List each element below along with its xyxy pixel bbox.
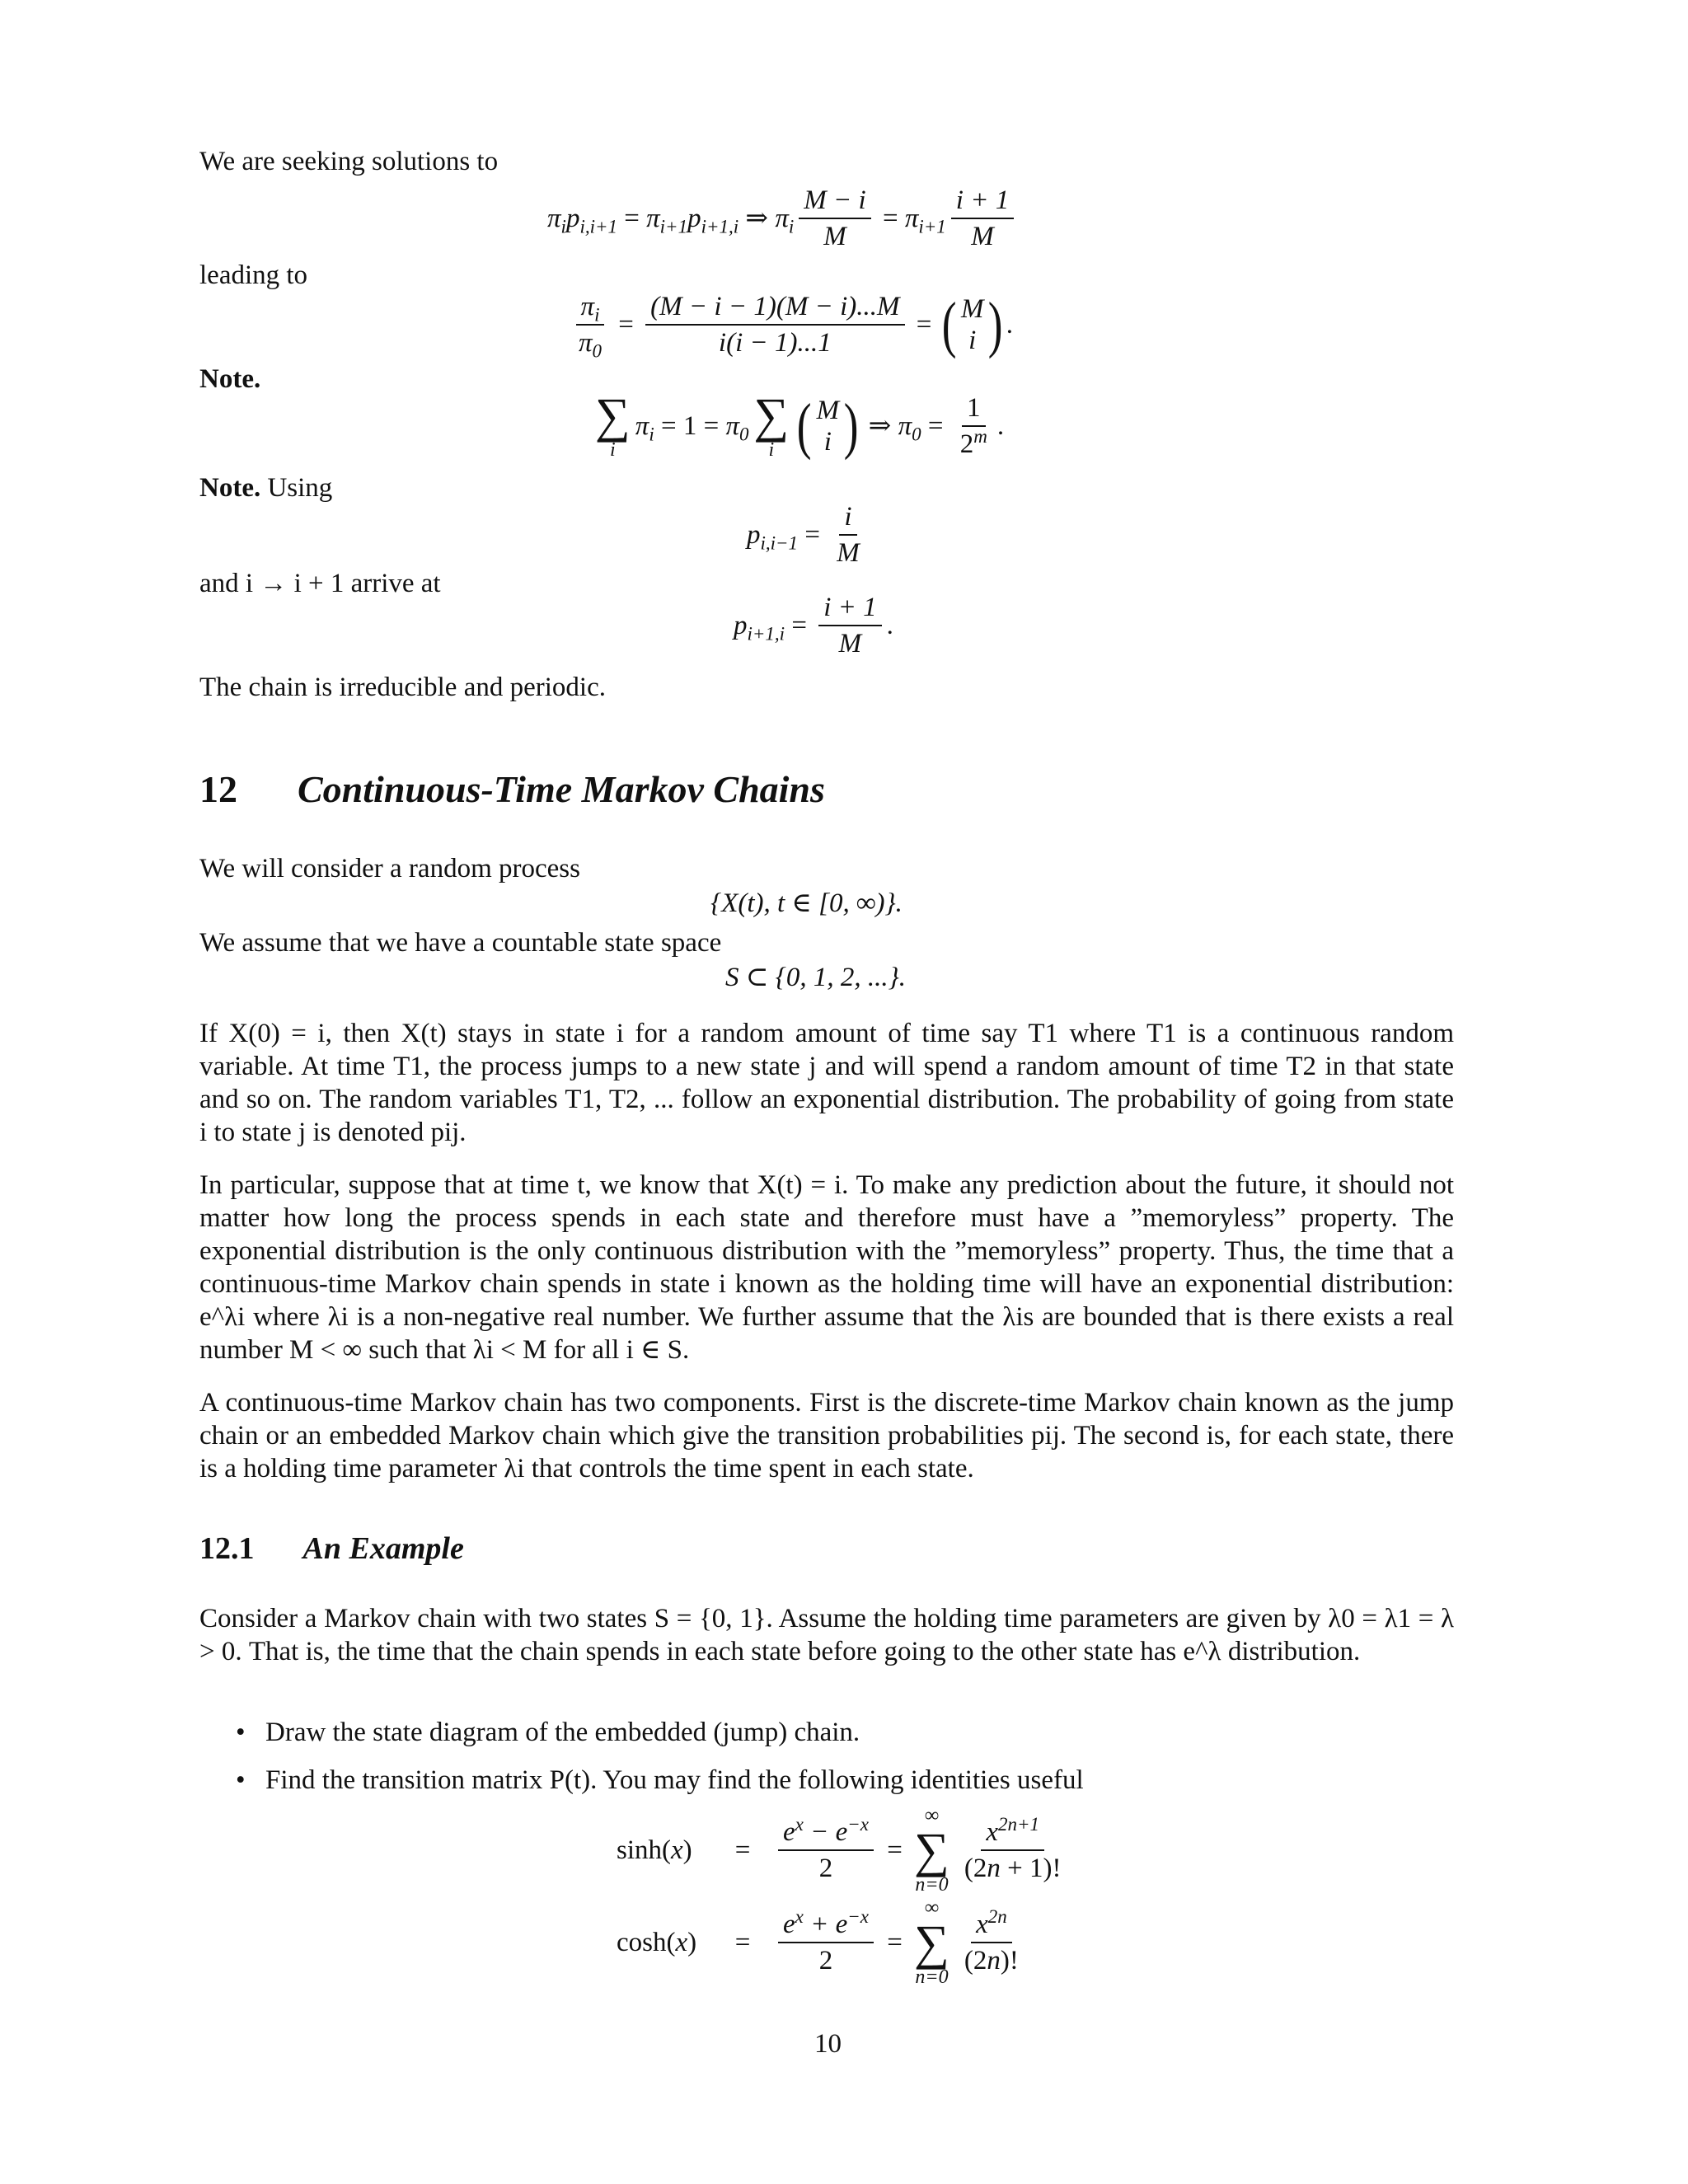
leading-to-text: leading to: [199, 260, 308, 290]
paragraph-memoryless: In particular, suppose that at time t, we know that X(t) = i. To make any prediction about the future, it should not matter how long the process spends in each state and therefore must have a ”memoryless” property. The exponential distribution is the only continuous distribution with the ”memoryless” property. Thus, the time that a continuous-time Markov chain spends in state i known as the holding time will have an exponential distribution: e^λi where λi is a non-negative real number. We further assume that the λis are bounded that is there exists a real number M < ∞ such that λi < M for all i ∈ S.: [199, 1170, 1454, 1365]
equation-cosh: cosh(x) = $\frac{e^x + e^{-x}}{2}$ = ∞ ∑ n=0 $\frac{x^{2n}}{(2n)!}$: [617, 1897, 1019, 1988]
subsection-heading: [199, 1530, 464, 1568]
bullet-dot: •: [236, 1718, 246, 1747]
chain-statement: The chain is irreducible and periodic.: [199, 673, 606, 702]
note-using-text: Using: [260, 473, 333, 503]
note-using: [199, 471, 332, 504]
equation-normalization: ∑ i $\pi_i$ = 1 = $\pi_0$ ∑ i ( M i ) ⇒ $\pi_0$ = $\frac{1}{2^m}$ .: [595, 388, 1005, 461]
countable-text: We assume that we have a countable state space: [199, 928, 722, 958]
paragraph-components: A continuous-time Markov chain has two components. First is the discrete-time Markov chain known as the jump chain or an embedded Markov chain which give the transition probabilities pij. The second is, for each state, there is a holding time parameter λi that controls the time spent in each state.: [199, 1388, 1454, 1483]
section-title: Continuous-Time Markov Chains: [298, 768, 825, 810]
bullet-item: • Find the transition matrix P(t). You may find the following identities useful: [236, 1765, 1084, 1795]
equation-state-space: S ⊂ {0, 1, 2, ...}.: [725, 963, 907, 992]
paragraph-example: Consider a Markov chain with two states S = {0, 1}. Assume the holding time parameters are given by λ0 = λ1 = λ > 0. That is, the time that the chain spends in each state before going to the other state has e^λ distribution.: [199, 1604, 1454, 1666]
bullet-dot: •: [236, 1765, 246, 1795]
random-process-text: We will consider a random process: [199, 854, 580, 883]
note-label-2: Note.: [199, 473, 261, 503]
note-label-1: Note.: [199, 364, 261, 394]
section-heading: [199, 766, 825, 813]
subsection-title: An Example: [302, 1531, 464, 1566]
equation-p-i-plus-1-i: $p_{i+1,i}$ = $\frac{i + 1}{M}$ .: [734, 593, 893, 658]
equation-ratio: $\frac{\pi_i}{\pi_0}$ = $\frac{(M - i - 1)(M - i)...M}{i(i - 1)...1}$ = ( M i ) .: [569, 285, 1013, 364]
bullet-item: • Draw the state diagram of the embedded (jump) chain.: [236, 1718, 860, 1747]
equation-sinh: sinh(x) = $\frac{e^x - e^{-x}}{2}$ = ∞ ∑ n=0 $\frac{x^{2n+1}}{(2n + 1)!}$: [617, 1805, 1062, 1896]
equation-detailed-balance: $\pi_ip_{i,i+1}$ = $\pi_{i+1}p_{i+1,i}$ ⇒ $\pi_i$ $\frac{M - i}{M}$ = $\pi_{i+1}$ $\frac{i + 1}{M}$: [547, 181, 1019, 255]
equation-p-i-i-minus-1: $p_{i,i-1}$ = $\frac{i}{M}$: [747, 502, 860, 568]
intro-text: We are seeking solutions to: [199, 147, 499, 176]
section-number: 12: [199, 768, 237, 810]
and-arrive-text: and i → i + 1 arrive at: [199, 569, 441, 598]
paragraph-holding: If X(0) = i, then X(t) stays in state i for a random amount of time say T1 where T1 is a continuous random variable. At time T1, the process jumps to a new state j and will spend a random amount of time T2 in that state and so on. The random variables T1, T2, ... follow an exponential distribution. The probability of going from state i to state j is denoted pij.: [199, 1019, 1454, 1147]
page-number: 10: [814, 2029, 842, 2059]
subsection-number: 12.1: [199, 1531, 255, 1566]
equation-process: {X(t), t ∈ [0, ∞)}.: [710, 888, 903, 918]
